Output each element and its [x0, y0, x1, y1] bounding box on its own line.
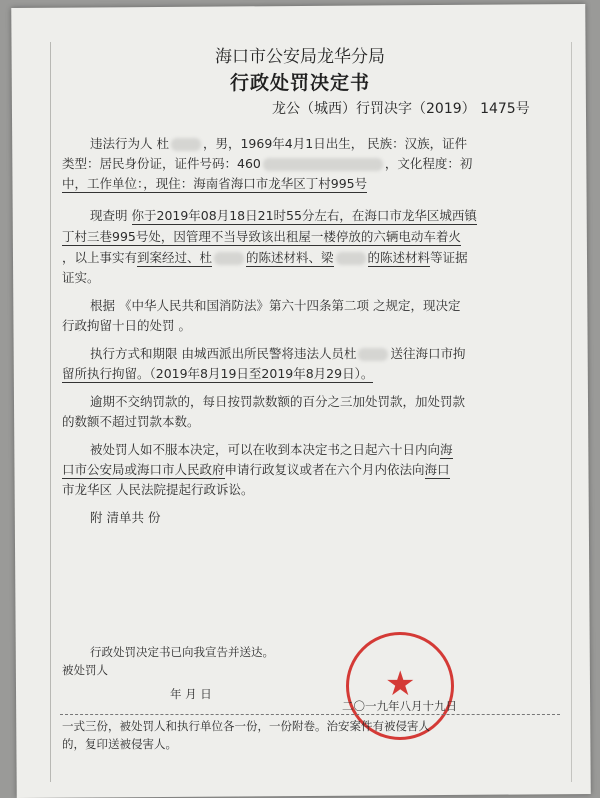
document-title: 行政处罚决定书	[229, 72, 370, 94]
execution-line-1: 执行方式和期限 由城西派出所民警将违法人员杜 送往海口市拘	[90, 346, 466, 361]
redaction	[336, 252, 366, 265]
agency-name: 海口市公安局龙华分局	[215, 47, 385, 67]
redaction	[263, 158, 383, 171]
offender-line-1: 违法行为人 杜 ，男，1969年4月1日出生， 民族：汉族，证件	[90, 136, 468, 151]
late-fee-line-1: 逾期不交纳罚款的，每日按罚款数额的百分之三加处罚款，加处罚款	[90, 394, 466, 409]
basis-line-2: 行政拘留十日的处罚 。	[62, 318, 191, 333]
facts-line-3: ，以上事实有到案经过、杜 的陈述材料、梁 的陈述材料等证据	[62, 250, 468, 265]
offender-line-2: 类型：居民身份证，证件号码：460 ，文化程度：初	[62, 156, 473, 171]
footer-line-2: 的，复印送被侵害人。	[62, 737, 177, 751]
delivery-notice: 行政处罚决定书已向我宣告并送达。	[90, 645, 274, 659]
offender-line-3: 中，工作单位：，现住：海南省海口市龙华区丁村995号	[62, 176, 368, 191]
issue-date: 二〇一九年八月十九日	[342, 699, 457, 713]
signature-date-blank: 年 月 日	[170, 687, 212, 701]
facts-line-4: 证实。	[62, 270, 100, 285]
redaction	[358, 348, 388, 361]
page-frame	[50, 42, 572, 782]
basis-line-1: 根据 《中华人民共和国消防法》第六十四条第二项 之规定，现决定	[90, 298, 461, 313]
redaction	[214, 252, 244, 265]
late-fee-line-2: 的数额不超过罚款本数。	[62, 414, 200, 429]
footer-line-1: 一式三份，被处罚人和执行单位各一份，一份附卷。治安案件有被侵害人	[62, 719, 430, 733]
facts-line-1: 现查明 你于2019年08月18日21时55分左右，在海口市龙华区城西镇	[90, 208, 477, 223]
appeal-line-2: 口市公安局或海口市人民政府申请行政复议或者在六个月内依法向海口	[62, 462, 450, 477]
document-number: 龙公（城西）行罚决字（2019） 1475号	[272, 101, 530, 117]
attachment-line: 附 清单共 份	[90, 510, 161, 525]
footer-divider	[60, 714, 560, 715]
appeal-line-1: 被处罚人如不服本决定，可以在收到本决定书之日起六十日内向海	[90, 442, 453, 457]
star-icon: ★	[385, 664, 416, 704]
offender-signature-label: 被处罚人	[62, 663, 108, 677]
appeal-line-3: 市龙华区 人民法院提起行政诉讼。	[62, 482, 254, 497]
execution-line-2: 留所执行拘留。（2019年8月19日至2019年8月29日）。	[62, 366, 374, 381]
redaction	[171, 138, 201, 151]
facts-line-2: 丁村三巷995号处，因管理不当导致该出租屋一楼停放的六辆电动车着火	[62, 229, 461, 244]
